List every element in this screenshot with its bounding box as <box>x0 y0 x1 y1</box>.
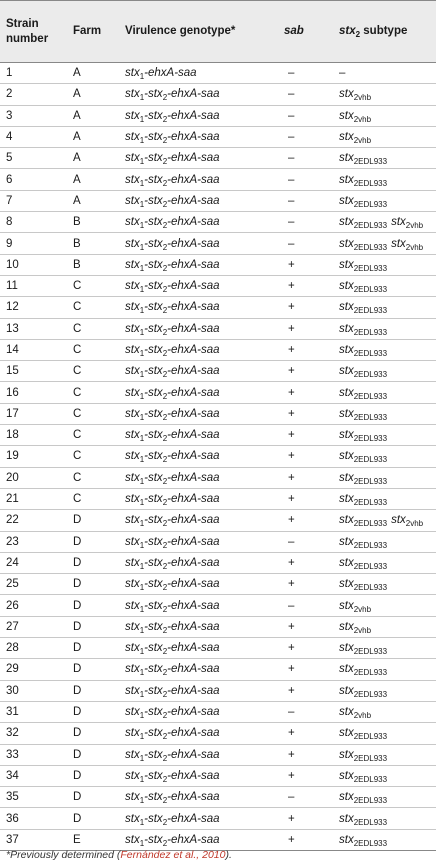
cell-virulence-genotype: stx$_1$-stx$_2$-ehxA-saa <box>125 237 220 252</box>
cell-strain-number: 29 <box>6 663 19 676</box>
cell-sab: – <box>288 173 295 186</box>
reference-link[interactable]: Fernández et al., 2010 <box>120 849 226 861</box>
cell-sab: – <box>288 88 295 101</box>
cell-farm: D <box>73 620 82 633</box>
table-row <box>0 126 436 147</box>
cell-sab: + <box>288 301 295 314</box>
cell-virulence-genotype: stx$_1$-stx$_2$-ehxA-saa <box>125 599 220 614</box>
cell-stx2-subtype: stx$_{2EDL933}$ <box>339 791 388 806</box>
cell-farm: B <box>73 216 81 229</box>
cell-farm: A <box>73 152 81 165</box>
cell-virulence-genotype: stx$_1$-stx$_2$-ehxA-saa <box>125 727 220 742</box>
cell-farm: D <box>73 769 82 782</box>
cell-farm: D <box>73 514 82 527</box>
cell-strain-number: 6 <box>6 173 13 186</box>
cell-sab: + <box>288 514 295 527</box>
table-row <box>0 765 436 786</box>
table-row <box>0 63 436 84</box>
header-sab-label: sab <box>284 25 304 37</box>
cell-strain-number: 15 <box>6 365 19 378</box>
table-row <box>0 680 436 701</box>
table-row <box>0 488 436 509</box>
cell-stx2-subtype: stx$_{2EDL933}$ <box>339 684 388 699</box>
cell-stx2-subtype: stx$_{2EDL933}$ <box>339 471 388 486</box>
cell-sab: + <box>288 258 295 271</box>
cell-stx2-subtype: stx$_{2EDL933}$ <box>339 493 388 508</box>
cell-virulence-genotype: stx$_1$-stx$_2$-ehxA-saa <box>125 663 220 678</box>
cell-sab: + <box>288 620 295 633</box>
table-row <box>0 425 436 446</box>
table-row <box>0 403 436 424</box>
cell-strain-number: 4 <box>6 131 13 144</box>
cell-stx2-subtype: stx$_{2EDL933}$ <box>339 578 388 593</box>
cell-farm: C <box>73 344 82 356</box>
cell-farm: C <box>73 365 82 378</box>
table-row <box>0 808 436 829</box>
cell-strain-number: 12 <box>6 301 19 314</box>
cell-virulence-genotype: stx$_1$-stx$_2$-ehxA-saa <box>125 173 220 188</box>
cell-strain-number: 2 <box>6 88 13 101</box>
cell-stx2-subtype: stx$_{2EDL933}$ <box>339 833 388 848</box>
cell-sab: – <box>288 599 295 612</box>
header-virulence-genotype: Virulence genotype* <box>125 1 284 63</box>
cell-virulence-genotype: stx$_1$-stx$_2$-ehxA-saa <box>125 152 220 167</box>
table-row <box>0 318 436 339</box>
cell-virulence-genotype: stx$_1$-stx$_2$-ehxA-saa <box>125 407 220 422</box>
cell-stx2-subtype: stx$_{2EDL933}$ <box>339 642 388 657</box>
cell-sab: + <box>288 556 295 569</box>
table-row <box>0 169 436 190</box>
cell-farm: A <box>73 173 81 186</box>
cell-farm: C <box>73 322 82 335</box>
cell-strain-number: 21 <box>6 493 19 506</box>
cell-sab: + <box>288 493 295 506</box>
table-row <box>0 446 436 467</box>
cell-sab: + <box>288 812 295 825</box>
cell-farm: D <box>73 642 82 655</box>
cell-farm: D <box>73 812 82 825</box>
cell-strain-number: 9 <box>6 237 13 250</box>
cell-stx2-subtype: – <box>339 67 346 80</box>
cell-virulence-genotype: stx$_1$-stx$_2$-ehxA-saa <box>125 386 220 401</box>
cell-virulence-genotype: stx$_1$-stx$_2$-ehxA-saa <box>125 748 220 763</box>
cell-virulence-genotype: stx$_1$-stx$_2$-ehxA-saa <box>125 493 220 508</box>
cell-virulence-genotype: stx$_1$-stx$_2$-ehxA-saa <box>125 258 220 273</box>
cell-sab: + <box>288 450 295 463</box>
table-row <box>0 190 436 211</box>
cell-stx2-subtype: stx$_{2vhb}$ <box>339 131 372 146</box>
cell-strain-number: 26 <box>6 599 19 612</box>
cell-farm: B <box>73 237 81 250</box>
cell-strain-number: 3 <box>6 109 13 122</box>
cell-virulence-genotype: stx$_1$-stx$_2$-ehxA-saa <box>125 450 220 465</box>
cell-sab: – <box>288 109 295 122</box>
table-row <box>0 148 436 169</box>
cell-sab: + <box>288 684 295 697</box>
cell-sab: – <box>288 237 295 250</box>
cell-farm: D <box>73 556 82 569</box>
table-row <box>0 616 436 637</box>
cell-stx2-subtype: stx$_{2EDL933}$ <box>339 365 388 380</box>
cell-virulence-genotype: stx$_1$-stx$_2$-ehxA-saa <box>125 556 220 571</box>
cell-stx2-subtype: stx$_{2EDL933}$ <box>339 194 388 209</box>
cell-strain-number: 1 <box>6 67 13 80</box>
table-row <box>0 339 436 360</box>
table-row <box>0 510 436 531</box>
cell-virulence-genotype: stx$_1$-stx$_2$-ehxA-saa <box>125 684 220 699</box>
table-row <box>0 254 436 275</box>
cell-virulence-genotype: stx$_1$-stx$_2$-ehxA-saa <box>125 620 220 635</box>
cell-sab: + <box>288 471 295 484</box>
cell-stx2-subtype: stx$_{2EDL933}$ stx$_{2vhb}$ <box>339 237 424 252</box>
cell-sab: + <box>288 344 295 356</box>
cell-farm: D <box>73 663 82 676</box>
cell-stx2-subtype: stx$_{2EDL933}$ <box>339 450 388 465</box>
cell-farm: A <box>73 67 81 80</box>
cell-strain-number: 28 <box>6 642 19 655</box>
cell-sab: + <box>288 769 295 782</box>
cell-virulence-genotype: stx$_1$-stx$_2$-ehxA-saa <box>125 514 220 529</box>
cell-stx2-subtype: stx$_{2EDL933}$ <box>339 429 388 444</box>
table-row <box>0 744 436 765</box>
cell-virulence-genotype: stx$_1$-stx$_2$-ehxA-saa <box>125 216 220 231</box>
cell-virulence-genotype: stx$_1$-stx$_2$-ehxA-saa <box>125 769 220 784</box>
table-row <box>0 361 436 382</box>
table-row <box>0 84 436 105</box>
cell-stx2-subtype: stx$_{2EDL933}$ <box>339 173 388 188</box>
cell-virulence-genotype: stx$_1$-stx$_2$-ehxA-saa <box>125 535 220 550</box>
cell-strain-number: 13 <box>6 322 19 335</box>
cell-virulence-genotype: stx$_1$-stx$_2$-ehxA-saa <box>125 791 220 806</box>
cell-virulence-genotype: stx$_1$-stx$_2$-ehxA-saa <box>125 471 220 486</box>
table-body <box>0 63 436 851</box>
cell-stx2-subtype: stx$_{2EDL933}$ <box>339 812 388 827</box>
cell-farm: A <box>73 88 81 101</box>
cell-strain-number: 37 <box>6 833 19 846</box>
cell-virulence-genotype: stx$_1$-stx$_2$-ehxA-saa <box>125 365 220 380</box>
cell-virulence-genotype: stx$_1$-stx$_2$-ehxA-saa <box>125 429 220 444</box>
header-farm: Farm <box>73 1 125 63</box>
cell-strain-number: 19 <box>6 450 19 463</box>
cell-farm: D <box>73 748 82 761</box>
cell-sab: – <box>288 706 295 719</box>
cell-farm: D <box>73 706 82 719</box>
cell-virulence-genotype: stx$_1$-stx$_2$-ehxA-saa <box>125 194 220 209</box>
cell-farm: C <box>73 471 82 484</box>
cell-virulence-genotype: stx$_1$-ehxA-saa <box>125 67 197 82</box>
cell-stx2-subtype: stx$_{2vhb}$ <box>339 599 372 614</box>
cell-strain-number: 30 <box>6 684 19 697</box>
cell-strain-number: 33 <box>6 748 19 761</box>
cell-virulence-genotype: stx$_1$-stx$_2$-ehxA-saa <box>125 301 220 316</box>
cell-stx2-subtype: stx$_{2vhb}$ <box>339 620 372 635</box>
table-row <box>0 275 436 296</box>
cell-strain-number: 11 <box>6 280 18 293</box>
cell-sab: – <box>288 791 295 804</box>
cell-strain-number: 17 <box>6 407 19 420</box>
cell-virulence-genotype: stx$_1$-stx$_2$-ehxA-saa <box>125 322 220 337</box>
table-row <box>0 382 436 403</box>
cell-sab: + <box>288 833 295 846</box>
cell-virulence-genotype: stx$_1$-stx$_2$-ehxA-saa <box>125 833 220 848</box>
table-row <box>0 233 436 254</box>
table-row <box>0 105 436 126</box>
header-sab <box>284 1 339 63</box>
table-row <box>0 595 436 616</box>
cell-stx2-subtype: stx$_{2EDL933}$ <box>339 301 388 316</box>
cell-strain-number: 27 <box>6 620 19 633</box>
cell-farm: C <box>73 450 82 463</box>
cell-farm: C <box>73 386 82 399</box>
cell-stx2-subtype: stx$_{2EDL933}$ <box>339 556 388 571</box>
cell-strain-number: 34 <box>6 769 19 782</box>
cell-strain-number: 35 <box>6 791 19 804</box>
cell-virulence-genotype: stx$_1$-stx$_2$-ehxA-saa <box>125 131 220 146</box>
cell-virulence-genotype: stx$_1$-stx$_2$-ehxA-saa <box>125 642 220 657</box>
cell-stx2-subtype: stx$_{2EDL933}$ <box>339 407 388 422</box>
header-stx2-subtype: stx$_2$ subtype <box>339 1 436 63</box>
cell-strain-number: 14 <box>6 344 19 356</box>
cell-farm: C <box>73 429 82 442</box>
cell-sab: + <box>288 429 295 442</box>
cell-stx2-subtype: stx$_{2EDL933}$ <box>339 748 388 763</box>
cell-strain-number: 23 <box>6 535 19 548</box>
table-row <box>0 467 436 488</box>
cell-sab: – <box>288 67 295 80</box>
table-row <box>0 787 436 808</box>
cell-strain-number: 32 <box>6 727 19 740</box>
cell-sab: + <box>288 727 295 740</box>
cell-stx2-subtype: stx$_{2EDL933}$ stx$_{2vhb}$ <box>339 514 424 529</box>
cell-farm: C <box>73 407 82 420</box>
cell-strain-number: 31 <box>6 706 19 719</box>
cell-farm: D <box>73 578 82 591</box>
cell-virulence-genotype: stx$_1$-stx$_2$-ehxA-saa <box>125 812 220 827</box>
cell-farm: D <box>73 791 82 804</box>
table-row <box>0 723 436 744</box>
cell-sab: + <box>288 280 295 293</box>
cell-virulence-genotype: stx$_1$-stx$_2$-ehxA-saa <box>125 109 220 124</box>
cell-virulence-genotype: stx$_1$-stx$_2$-ehxA-saa <box>125 706 220 721</box>
table-row <box>0 701 436 722</box>
cell-farm: C <box>73 280 82 293</box>
cell-stx2-subtype: stx$_{2EDL933}$ <box>339 280 388 295</box>
cell-sab: – <box>288 131 295 144</box>
cell-sab: + <box>288 748 295 761</box>
cell-farm: D <box>73 535 82 548</box>
table-row <box>0 574 436 595</box>
table-row <box>0 552 436 573</box>
cell-sab: + <box>288 642 295 655</box>
cell-strain-number: 20 <box>6 471 19 484</box>
table-row <box>0 297 436 318</box>
table-row <box>0 531 436 552</box>
cell-strain-number: 16 <box>6 386 19 399</box>
cell-sab: + <box>288 663 295 676</box>
cell-strain-number: 8 <box>6 216 13 229</box>
cell-stx2-subtype: stx$_{2EDL933}$ <box>339 258 388 273</box>
cell-sab: – <box>288 216 295 229</box>
cell-stx2-subtype: stx$_{2EDL933}$ <box>339 727 388 742</box>
cell-stx2-subtype: stx$_{2EDL933}$ <box>339 769 388 784</box>
cell-virulence-genotype: stx$_1$-stx$_2$-ehxA-saa <box>125 88 220 103</box>
cell-stx2-subtype: stx$_{2EDL933}$ <box>339 535 388 550</box>
cell-farm: A <box>73 194 81 207</box>
cell-strain-number: 5 <box>6 152 13 165</box>
cell-stx2-subtype: stx$_{2EDL933}$ <box>339 386 388 401</box>
cell-sab: + <box>288 365 295 378</box>
cell-farm: D <box>73 727 82 740</box>
cell-sab: + <box>288 407 295 420</box>
footnote: *Previously determined (Fernández et al., 2010). <box>6 849 232 861</box>
cell-strain-number: 36 <box>6 812 19 825</box>
cell-stx2-subtype: stx$_{2EDL933}$ <box>339 344 388 358</box>
cell-stx2-subtype: stx$_{2vhb}$ <box>339 706 372 721</box>
cell-farm: A <box>73 109 81 122</box>
cell-stx2-subtype: stx$_{2EDL933}$ <box>339 322 388 337</box>
cell-farm: A <box>73 131 81 144</box>
header-strain-number: Strain number <box>0 1 73 63</box>
cell-strain-number: 10 <box>6 258 19 271</box>
cell-strain-number: 7 <box>6 194 13 207</box>
cell-farm: D <box>73 684 82 697</box>
cell-strain-number: 25 <box>6 578 19 591</box>
cell-sab: + <box>288 578 295 591</box>
cell-strain-number: 18 <box>6 429 19 442</box>
cell-farm: D <box>73 599 82 612</box>
cell-farm: B <box>73 258 81 271</box>
cell-sab: + <box>288 322 295 335</box>
cell-farm: C <box>73 493 82 506</box>
cell-farm: E <box>73 833 81 846</box>
table-row <box>0 638 436 659</box>
cell-sab: – <box>288 535 295 548</box>
cell-strain-number: 24 <box>6 556 19 569</box>
table-row <box>0 659 436 680</box>
cell-sab: – <box>288 194 295 207</box>
table-row <box>0 212 436 233</box>
cell-stx2-subtype: stx$_{2EDL933}$ stx$_{2vhb}$ <box>339 216 424 231</box>
cell-stx2-subtype: stx$_{2EDL933}$ <box>339 663 388 678</box>
cell-virulence-genotype: stx$_1$-stx$_2$-ehxA-saa <box>125 344 220 358</box>
cell-sab: – <box>288 152 295 165</box>
cell-stx2-subtype: stx$_{2EDL933}$ <box>339 152 388 167</box>
cell-stx2-subtype: stx$_{2vhb}$ <box>339 109 372 124</box>
cell-stx2-subtype: stx$_{2vhb}$ <box>339 88 372 103</box>
table-row <box>0 829 436 850</box>
cell-strain-number: 22 <box>6 514 19 527</box>
cell-farm: C <box>73 301 82 314</box>
cell-virulence-genotype: stx$_1$-stx$_2$-ehxA-saa <box>125 578 220 593</box>
header-row <box>0 1 436 63</box>
cell-sab: + <box>288 386 295 399</box>
cell-virulence-genotype: stx$_1$-stx$_2$-ehxA-saa <box>125 280 220 295</box>
